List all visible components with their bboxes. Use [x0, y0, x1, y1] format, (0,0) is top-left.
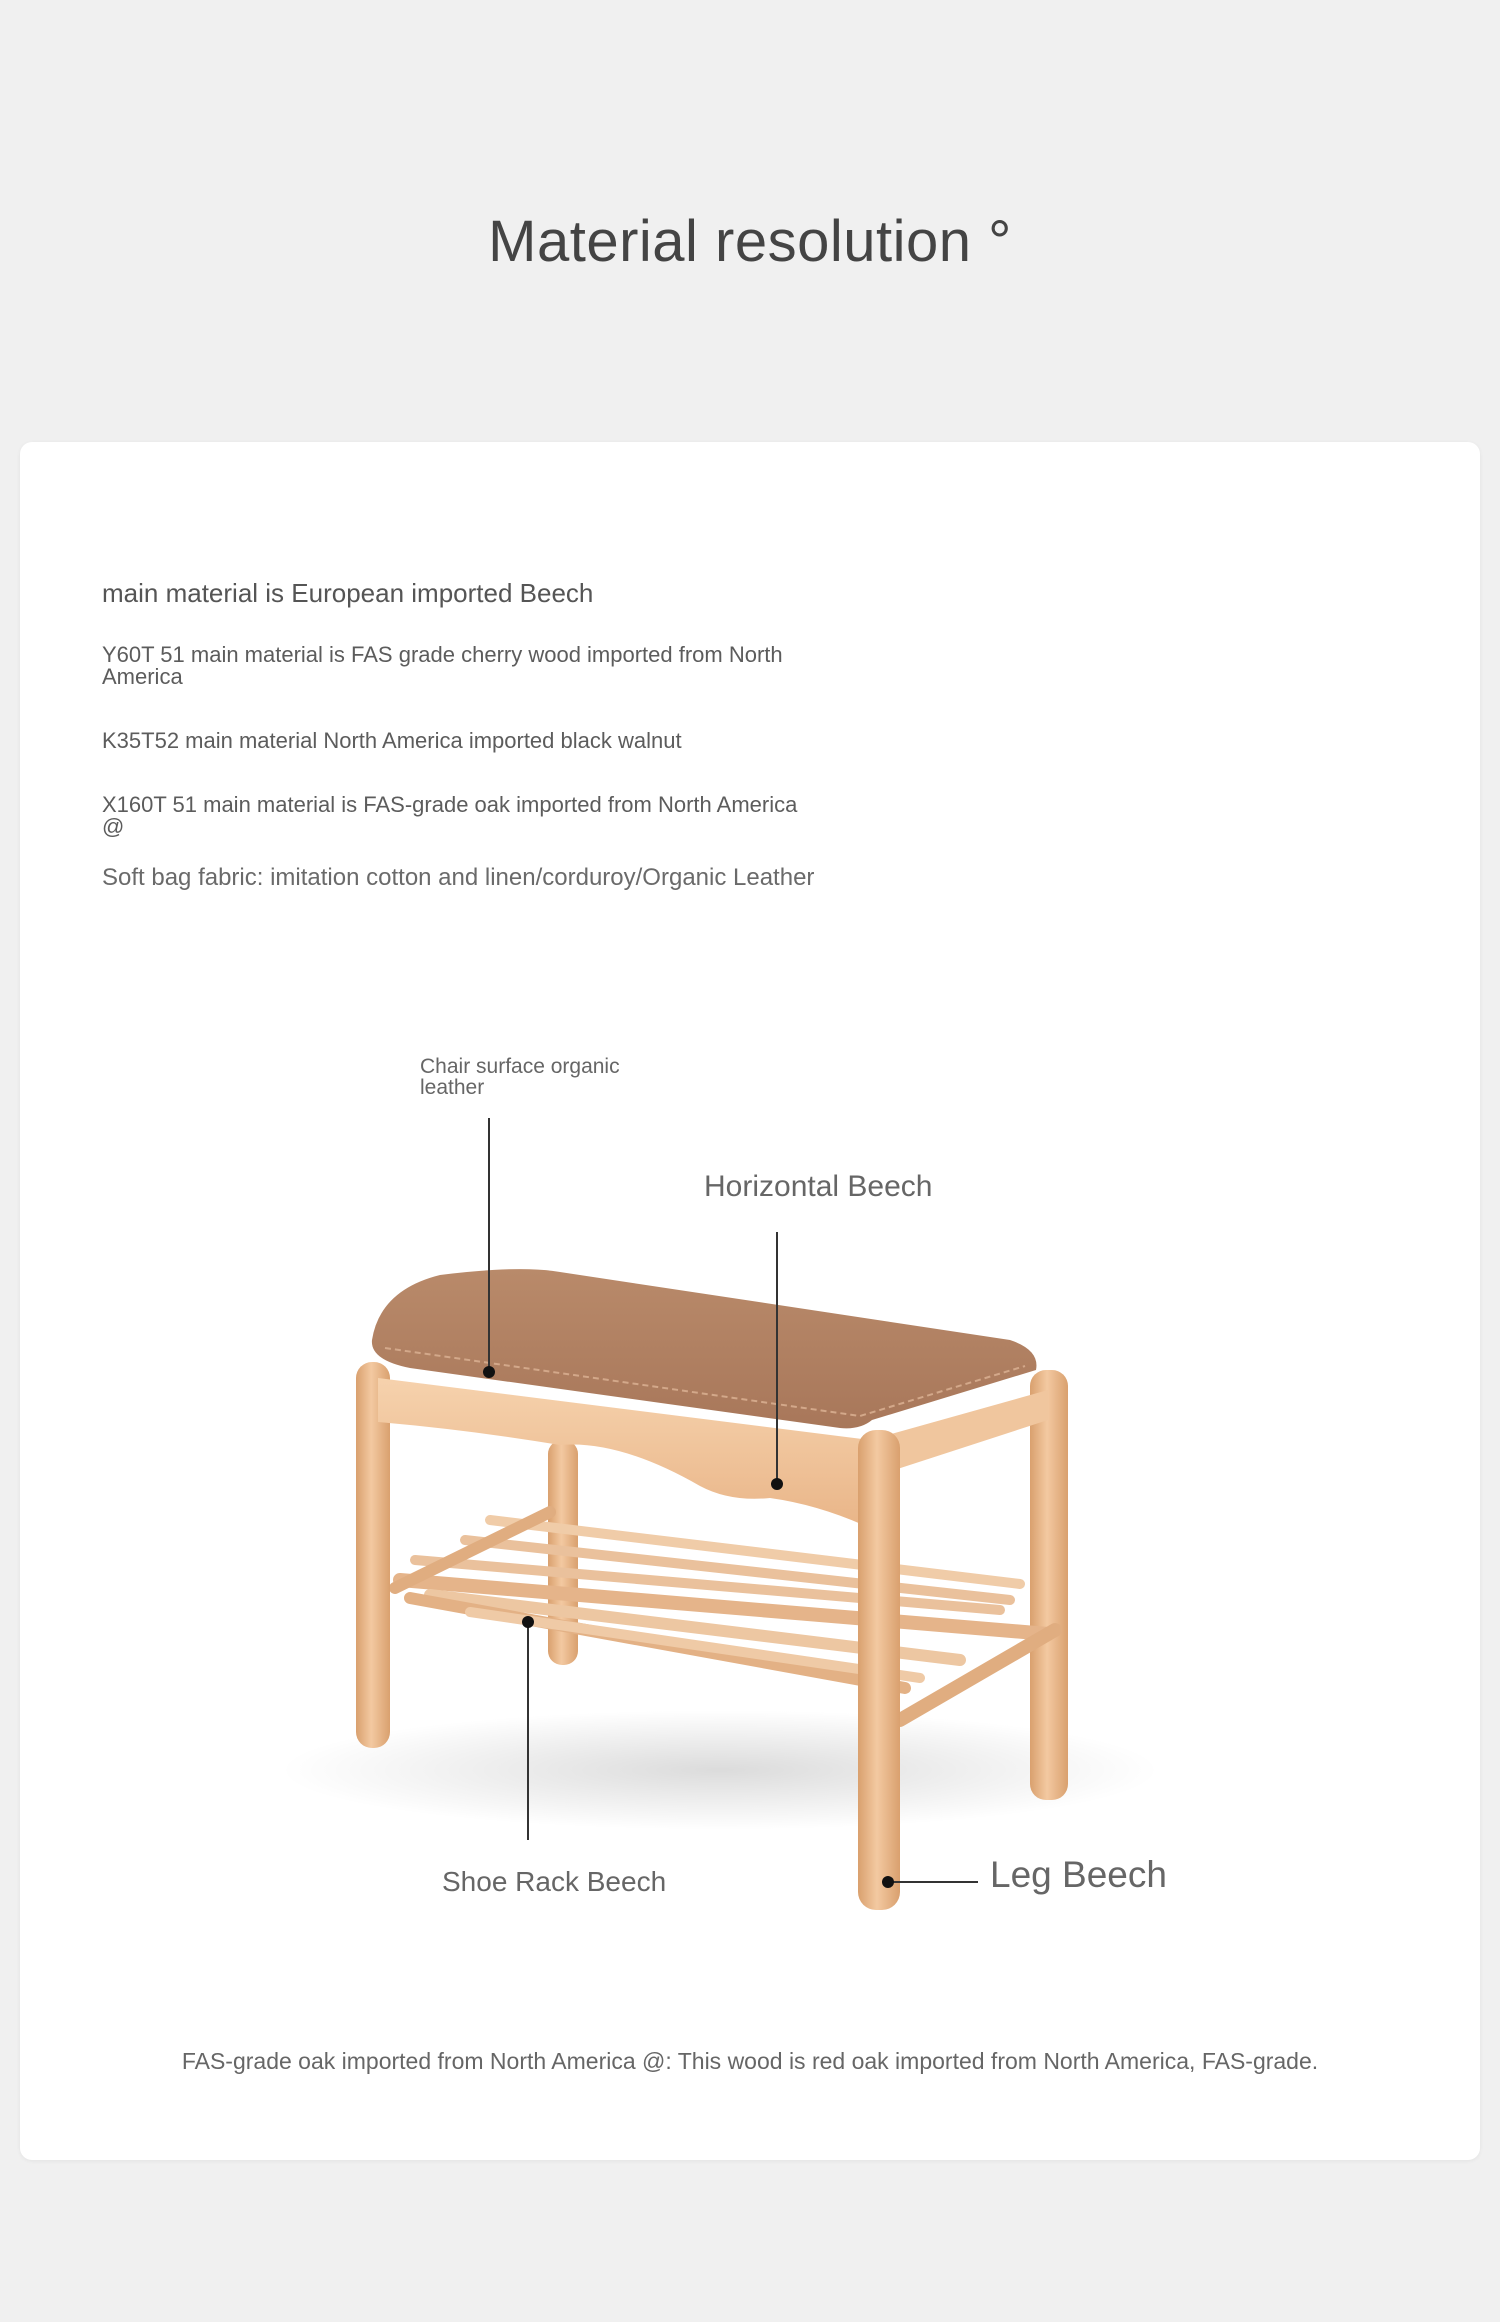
material-line-beech: main material is European imported Beech: [102, 578, 594, 608]
material-line-cherry: Y60T 51 main material is FAS grade cherry wood imported from North America: [102, 642, 783, 690]
callout-horizontal-label: Horizontal Beech: [704, 1170, 933, 1203]
floor-shadow: [280, 1710, 1160, 1830]
page-title: Material resolution °: [488, 209, 1012, 274]
material-line-oak: X160T 51 main material is FAS-grade oak imported from North America @: [102, 792, 798, 840]
callout-shoe-rack-label: Shoe Rack Beech: [442, 1866, 667, 1897]
callout-seat-label: Chair surface organic leather: [420, 1055, 620, 1100]
material-line-fabric: Soft bag fabric: imitation cotton and linen/corduroy/Organic Leather: [102, 864, 815, 891]
callout-leg-label: Leg Beech: [990, 1854, 1167, 1895]
footnote: FAS-grade oak imported from North America @: This wood is red oak imported from North America, FAS-grade.: [181, 2048, 1319, 2074]
material-line-walnut: K35T52 main material North America imported black walnut: [102, 728, 682, 753]
back-right-leg: [1030, 1370, 1068, 1800]
front-right-leg: [858, 1430, 900, 1910]
shoe-rack: [395, 1512, 1055, 1720]
